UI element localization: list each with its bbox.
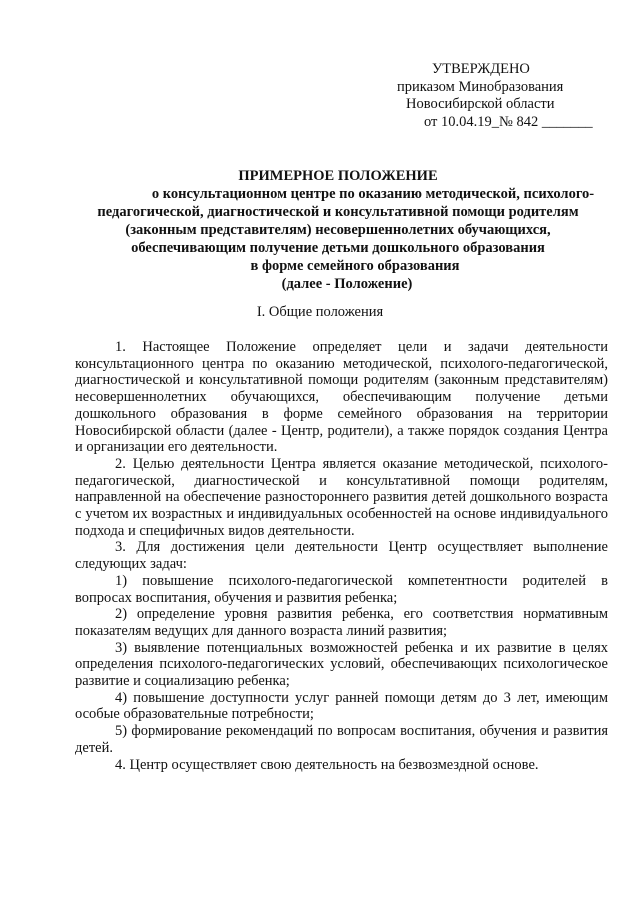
paragraph: 1. Настоящее Положение определяет цели и задачи деятельности консультационного центра по оказанию методической, психолого-педагогической, диагностической и консультативной помощи родителям (законным представителям) несовершеннолетних обучающихся, обеспечивающим получение детьми дошкольного образования в форме семейного образования на территории Новосибирской области (далее - Центр, родители), а также порядок создания Центра и организации его деятельности. bbox=[75, 339, 608, 456]
title-heading: ПРИМЕРНОЕ ПОЛОЖЕНИЕ bbox=[238, 168, 438, 184]
approval-line: приказом Минобразования bbox=[397, 78, 564, 95]
paragraph: 1) повышение психолого-педагогической компетентности родителей в вопросах воспитания, обучения и развития ребенка; bbox=[75, 572, 608, 606]
approval-line: Новосибирской области bbox=[406, 96, 555, 112]
title-line: в форме семейного образования bbox=[250, 258, 460, 274]
document-title bbox=[64, 167, 612, 293]
paragraph: 5) формирование рекомендаций по вопросам воспитания, обучения и развития детей. bbox=[75, 723, 608, 756]
title-line: педагогической, диагностической и консультативной помощи родителям bbox=[97, 204, 579, 220]
title-line: (законным представителям) несовершеннолетних обучающихся, bbox=[125, 222, 551, 238]
paragraph: 2) определение уровня развития ребенка, его соответствия нормативным показателям ведущих для данного возраста линий развития; bbox=[75, 606, 608, 639]
paragraph: 4) повышение доступности услуг ранней помощи детям до 3 лет, имеющим особые образовательные потребности; bbox=[75, 689, 608, 723]
approval-line: УТВЕРЖДЕНО bbox=[432, 61, 530, 77]
section-heading: I. Общие положения bbox=[256, 304, 384, 320]
title-line: обеспечивающим получение детьми дошкольного образования bbox=[131, 240, 545, 256]
approval-line: от 10.04.19_№ 842 _______ bbox=[424, 113, 593, 130]
paragraph: 3) выявление потенциальных возможностей ребенка и их развитие в целях определения психолого-педагогических условий, обеспечивающих психологическое развитие и социализацию ребенка; bbox=[75, 639, 608, 690]
approval-stamp bbox=[390, 61, 620, 131]
paragraph: 3. Для достижения цели деятельности Центр осуществляет выполнение следующих задач: bbox=[75, 539, 608, 573]
title-line: (далее - Положение) bbox=[281, 276, 413, 292]
title-line: о консультационном центре по оказанию методической, психолого- bbox=[151, 186, 595, 202]
paragraph: 4. Центр осуществляет свою деятельность на безвозмездной основе. bbox=[115, 756, 539, 773]
paragraph: 2. Целью деятельности Центра является оказание методической, психолого-педагогической, диагностической и консультативной помощи родителям, направленной на обеспечение разностороннего развития детей дошкольного возраста с учетом их возрастных и индивидуальных особенностей на основе индивидуального подхода и специфичных видов деятельности. bbox=[75, 455, 608, 539]
document-body bbox=[75, 339, 608, 773]
